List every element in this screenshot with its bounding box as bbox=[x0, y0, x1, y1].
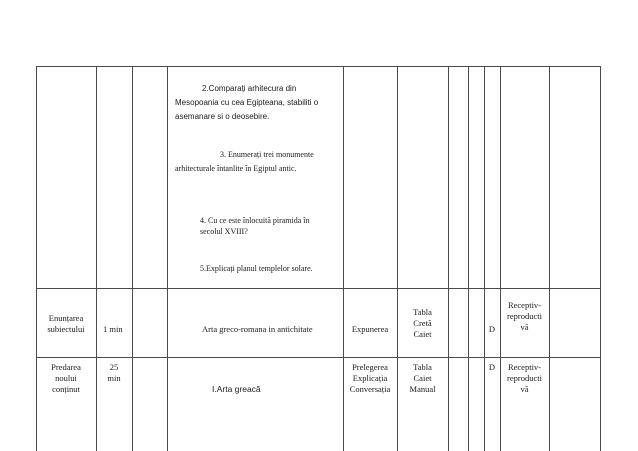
time-cell: 1 min bbox=[103, 324, 123, 334]
content-cell: Arta greco-romana in antichitate bbox=[202, 324, 313, 334]
method-cell: Expunerea bbox=[351, 324, 389, 334]
column-border bbox=[96, 66, 97, 451]
event-line: conținut bbox=[52, 384, 80, 394]
means-cell bbox=[397, 307, 448, 340]
means-line: Caiet bbox=[413, 373, 432, 383]
method-line: Conversația bbox=[349, 384, 391, 394]
question-4-line-2: secolul XVIII? bbox=[200, 227, 248, 236]
means-line: Caiet bbox=[413, 329, 432, 339]
event-line: Enunțarea bbox=[48, 313, 84, 323]
means-line: Tabla bbox=[413, 307, 432, 317]
question-5: 5.Explicați planul templelor solare. bbox=[200, 264, 313, 273]
question-2-line-2: Mesopoania cu cea Egipteana, stabiliti o bbox=[175, 98, 319, 107]
evaluation-cell bbox=[500, 300, 549, 333]
evaluation-cell bbox=[500, 362, 549, 395]
means-line: Cretă bbox=[413, 318, 432, 328]
column-border bbox=[167, 66, 168, 451]
row-border bbox=[36, 357, 601, 358]
form-cell: D bbox=[488, 324, 496, 334]
time-line: min bbox=[107, 373, 121, 383]
means-line: Tabla bbox=[413, 362, 432, 372]
content-cell: I.Arta greacă bbox=[212, 384, 261, 394]
row-border bbox=[36, 66, 601, 67]
evaluation-line: vă bbox=[520, 384, 529, 394]
event-cell bbox=[36, 362, 96, 395]
event-cell bbox=[36, 313, 96, 335]
question-2-line-1: 2.Comparați arhitecura din bbox=[202, 84, 297, 93]
column-border bbox=[484, 66, 485, 451]
question-2-line-3: asemanare si o deosebire. bbox=[175, 112, 270, 121]
row-border bbox=[36, 288, 601, 289]
column-border bbox=[549, 66, 550, 451]
question-4-line-1: 4. Cu ce este înlocuită piramida în bbox=[200, 216, 310, 225]
time-line: 25 bbox=[109, 362, 119, 372]
time-cell bbox=[96, 362, 132, 384]
evaluation-line: reproducti bbox=[507, 311, 542, 321]
evaluation-line: reproducti bbox=[507, 373, 542, 383]
evaluation-line: Receptiv- bbox=[507, 300, 542, 310]
form-cell: D bbox=[488, 362, 496, 372]
question-3-line-1: 3. Enumerați trei monumente bbox=[220, 150, 314, 159]
method-line: Prelegerea bbox=[352, 362, 388, 372]
question-3-line-2: arhitecturale întanlite în Egiptul antic. bbox=[175, 164, 297, 173]
evaluation-line: vă bbox=[520, 322, 529, 332]
column-border bbox=[132, 66, 133, 451]
means-line: Manual bbox=[409, 384, 436, 394]
event-line: subiectului bbox=[47, 324, 85, 334]
method-line: Explicația bbox=[352, 373, 388, 383]
column-border bbox=[448, 66, 449, 451]
event-line: Predarea bbox=[51, 362, 81, 372]
evaluation-line: Receptiv- bbox=[507, 362, 542, 372]
event-line: noului bbox=[55, 373, 77, 383]
method-cell bbox=[343, 362, 397, 395]
column-border bbox=[600, 66, 601, 451]
lesson-plan-table bbox=[36, 66, 601, 451]
means-cell bbox=[397, 362, 448, 395]
column-border bbox=[468, 66, 469, 451]
